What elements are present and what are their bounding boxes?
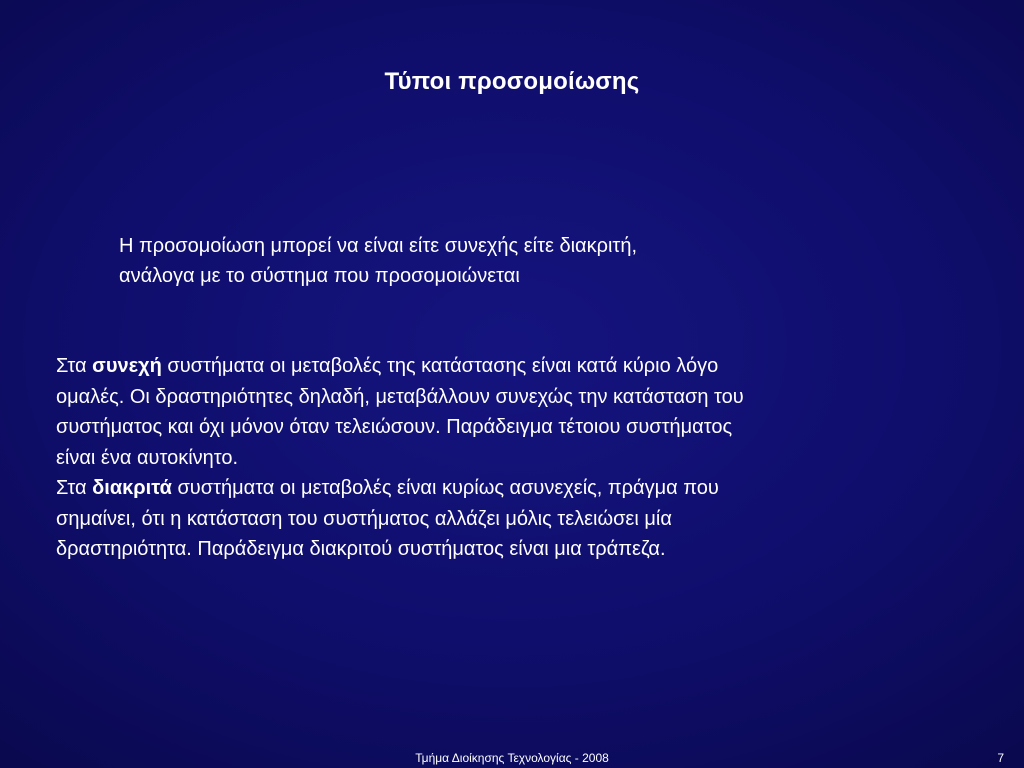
continuous-line-1-rest: συστήματα οι μεταβολές της κατάστασης είναι κατά κύριο λόγο <box>167 355 719 377</box>
intro-line-1: Η προσομοίωση μπορεί να είναι είτε συνεχής είτε διακριτή, <box>119 235 638 257</box>
body-paragraph <box>56 351 976 565</box>
page-number: 7 <box>997 751 1004 765</box>
continuous-line-1 <box>56 351 976 382</box>
continuous-prefix: Στα <box>56 355 87 377</box>
discrete-prefix: Στα <box>56 477 87 499</box>
continuous-keyword: συνεχή <box>92 355 162 377</box>
intro-paragraph <box>119 231 879 291</box>
discrete-line-1-rest: συστήματα οι μεταβολές είναι κυρίως ασυνεχείς, πράγμα που <box>177 477 719 499</box>
discrete-line-1 <box>56 473 976 504</box>
slide-title: Τύποι προσομοίωσης <box>384 68 640 95</box>
continuous-line-4: είναι ένα αυτοκίνητο. <box>56 446 239 469</box>
intro-line-2: ανάλογα με το σύστημα που προσομοιώνεται <box>119 265 520 287</box>
slide-footer: Τμήμα Διοίκησης Τεχνολογίας - 2008 <box>415 751 609 765</box>
discrete-line-3: δραστηριότητα. Παράδειγμα διακριτού συστήματος είναι μια τράπεζα. <box>56 538 666 560</box>
discrete-keyword: διακριτά <box>92 477 172 499</box>
continuous-line-2: ομαλές. Οι δραστηριότητες δηλαδή, μεταβάλλουν συνεχώς την κατάσταση του <box>56 385 744 408</box>
continuous-line-3: συστήματος και όχι μόνον όταν τελειώσουν. Παράδειγμα τέτοιου συστήματος <box>56 416 733 438</box>
discrete-line-2: σημαίνει, ότι η κατάσταση του συστήματος αλλάζει μόλις τελειώσει μία <box>56 507 672 530</box>
